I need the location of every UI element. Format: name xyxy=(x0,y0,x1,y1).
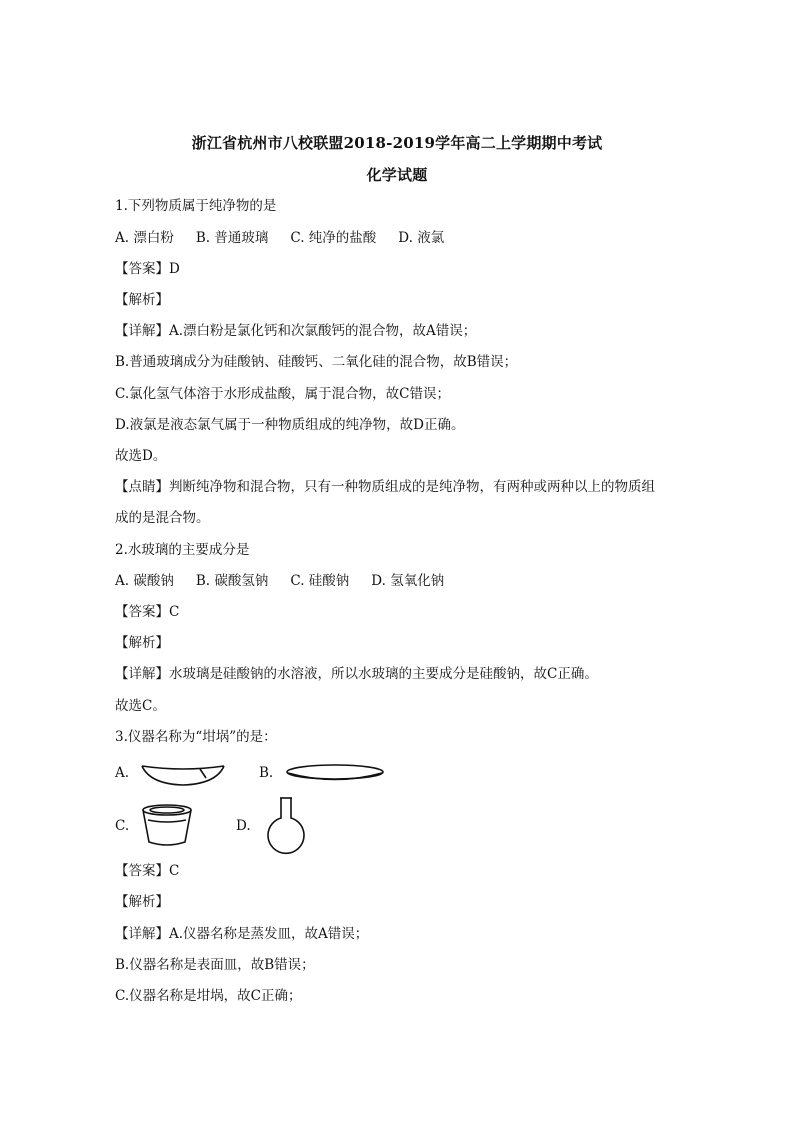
round-bottom-flask-icon xyxy=(263,796,309,850)
q1-answer: 【答案】D xyxy=(115,261,180,277)
q3-option-c-label: C. xyxy=(115,818,130,834)
q1-detail-2: B.普通玻璃成分为硅酸钠、硅酸钙、二氧化硅的混合物，故B错误； xyxy=(115,354,518,370)
q2-analysis-label: 【解析】 xyxy=(115,635,169,651)
q2-detail-1: 【详解】水玻璃是硅酸钠的水溶液，所以水玻璃的主要成分是硅酸钠，故C正确。 xyxy=(115,666,598,682)
evaporating-dish-icon xyxy=(140,760,226,788)
q1-option-a: A. 漂白粉 xyxy=(115,230,174,246)
q1-tip-line-1: 【点睛】判断纯净物和混合物，只有一种物质组成的是纯净物，有两种或两种以上的物质组 xyxy=(115,479,655,495)
q3-option-d-label: D. xyxy=(236,818,251,834)
q2-answer: 【答案】C xyxy=(115,604,180,620)
q1-conclusion: 故选D。 xyxy=(115,448,167,464)
q2-stem: 2.水玻璃的主要成分是 xyxy=(115,542,250,558)
q1-analysis-label: 【解析】 xyxy=(115,292,169,308)
q1-option-b: B. 普通玻璃 xyxy=(195,230,269,246)
q3-analysis-label: 【解析】 xyxy=(115,894,169,910)
q3-detail-2: B.仪器名称是表面皿，故B错误； xyxy=(115,957,315,973)
crucible-icon xyxy=(140,802,194,848)
q3-detail-1: 【详解】A.仪器名称是蒸发皿，故A错误； xyxy=(115,926,369,942)
q3-option-a-label: A. xyxy=(115,765,130,781)
q3-answer: 【答案】C xyxy=(115,863,180,879)
q2-options xyxy=(115,572,466,590)
q2-option-d: D. 氢氧化钠 xyxy=(371,573,445,589)
q1-stem: 1.下列物质属于纯净物的是 xyxy=(115,198,277,214)
q2-option-b: B. 碳酸氢钠 xyxy=(195,573,269,589)
exam-subtitle: 化学试题 xyxy=(366,166,428,184)
q2-conclusion: 故选C。 xyxy=(115,698,166,714)
exam-title: 浙江省杭州市八校联盟2018-2019学年高二上学期期中考试 xyxy=(191,134,603,152)
q3-detail-3: C.仪器名称是坩埚，故C正确； xyxy=(115,988,302,1004)
q2-option-c: C. 硅酸钠 xyxy=(290,573,350,589)
q1-options xyxy=(115,229,466,247)
watch-glass-icon xyxy=(285,762,385,786)
q3-stem: 3.仪器名称为“坩埚”的是： xyxy=(115,729,277,745)
q1-tip-line-2: 成的是混合物。 xyxy=(115,510,210,526)
q1-option-d: D. 液氯 xyxy=(398,230,445,246)
q3-option-b-label: B. xyxy=(259,765,274,781)
q1-option-c: C. 纯净的盐酸 xyxy=(290,230,377,246)
q1-detail-3: C.氯化氢气体溶于水形成盐酸，属于混合物，故C错误； xyxy=(115,386,450,402)
q1-detail-1: 【详解】A.漂白粉是氯化钙和次氯酸钙的混合物，故A错误； xyxy=(115,323,477,339)
q2-option-a: A. 碳酸钠 xyxy=(115,573,174,589)
q1-detail-4: D.液氯是液态氯气属于一种物质组成的纯净物，故D正确。 xyxy=(115,417,465,433)
